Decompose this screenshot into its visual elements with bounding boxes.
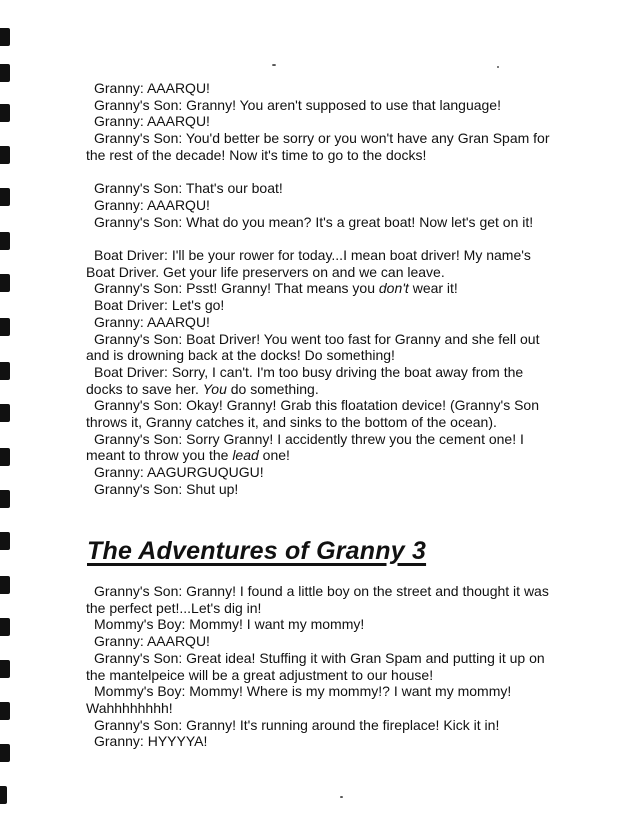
script-part-2 xyxy=(86,80,556,498)
scan-speck xyxy=(272,64,276,66)
section-heading: The Adventures of Granny 3 xyxy=(87,537,427,565)
dialogue-line: Boat Driver: Let's go! xyxy=(94,297,225,314)
dialogue-line: Mommy's Boy: Mommy! Where is my mommy!? I want my mommy! Wahhhhhhhh! xyxy=(86,683,512,716)
dialogue-line: Granny's Son: What do you mean? It's a great boat! Now let's get on it! xyxy=(94,213,534,230)
dialogue-line: Granny's Son: That's our boat! xyxy=(94,180,283,197)
dialogue-line: Granny's Son: Granny! I found a little boy on the street and thought it was the perfect pet!...Let's dig in! xyxy=(86,583,549,616)
dialogue-line: Granny's Son: You'd better be sorry or you won't have any Gran Spam for the rest of the decade! Now it's time to go to the docks! xyxy=(86,130,550,163)
dialogue-line: Granny: AAGURGUQUGU! xyxy=(94,464,264,481)
dialogue-line: Granny's Son: Okay! Granny! Grab this floatation device! (Granny's Son throws it, Granny catches it, and sinks to the bottom of the ocean). xyxy=(86,397,540,431)
dialogue-line: Granny: AAARQU! xyxy=(94,633,210,650)
scan-speck xyxy=(497,66,499,68)
dialogue-line: Granny: AAARQU! xyxy=(94,196,210,213)
dialogue-line: Mommy's Boy: Mommy! I want my mommy! xyxy=(94,616,365,633)
dialogue-line: Granny's Son: Granny! You aren't supposed to use that language! xyxy=(94,96,501,113)
dialogue-line: Granny's Son: Granny! It's running around the fireplace! Kick it in! xyxy=(94,716,500,733)
dialogue-line: Granny: HYYYYA! xyxy=(94,733,208,750)
dialogue-line: Granny: AAARQU! xyxy=(94,113,210,130)
dialogue-line: Granny's Son: Great idea! Stuffing it with Gran Spam and putting it up on the mantelpeice will be a great adjustment to our house! xyxy=(86,649,545,683)
dialogue-line: Granny's Son: Boat Driver! You went too fast for Granny and she fell out and is drowning back at the docks! Do something! xyxy=(86,330,540,364)
dialogue-line: Granny: AAARQU! xyxy=(94,313,210,330)
dialogue-line: Granny's Son: Sorry Granny! I accidently threw you the cement one! I meant to throw you the lead one! xyxy=(86,430,524,464)
binding-holes xyxy=(0,0,12,828)
dialogue-line: Granny's Son: Psst! Granny! That means you don't wear it! xyxy=(94,280,458,297)
dialogue-line: Granny's Son: Shut up! xyxy=(94,480,239,497)
script-part-3 xyxy=(86,583,556,750)
dialogue-line: Boat Driver: Sorry, I can't. I'm too busy driving the boat away from the docks to save her. You do something. xyxy=(86,363,524,397)
scan-speck xyxy=(340,796,343,798)
dialogue-line: Boat Driver: I'll be your rower for today...I mean boat driver! My name's Boat Driver. Get your life preservers on and we can leave. xyxy=(86,247,531,280)
dialogue-line: Granny: AAARQU! xyxy=(94,80,210,96)
